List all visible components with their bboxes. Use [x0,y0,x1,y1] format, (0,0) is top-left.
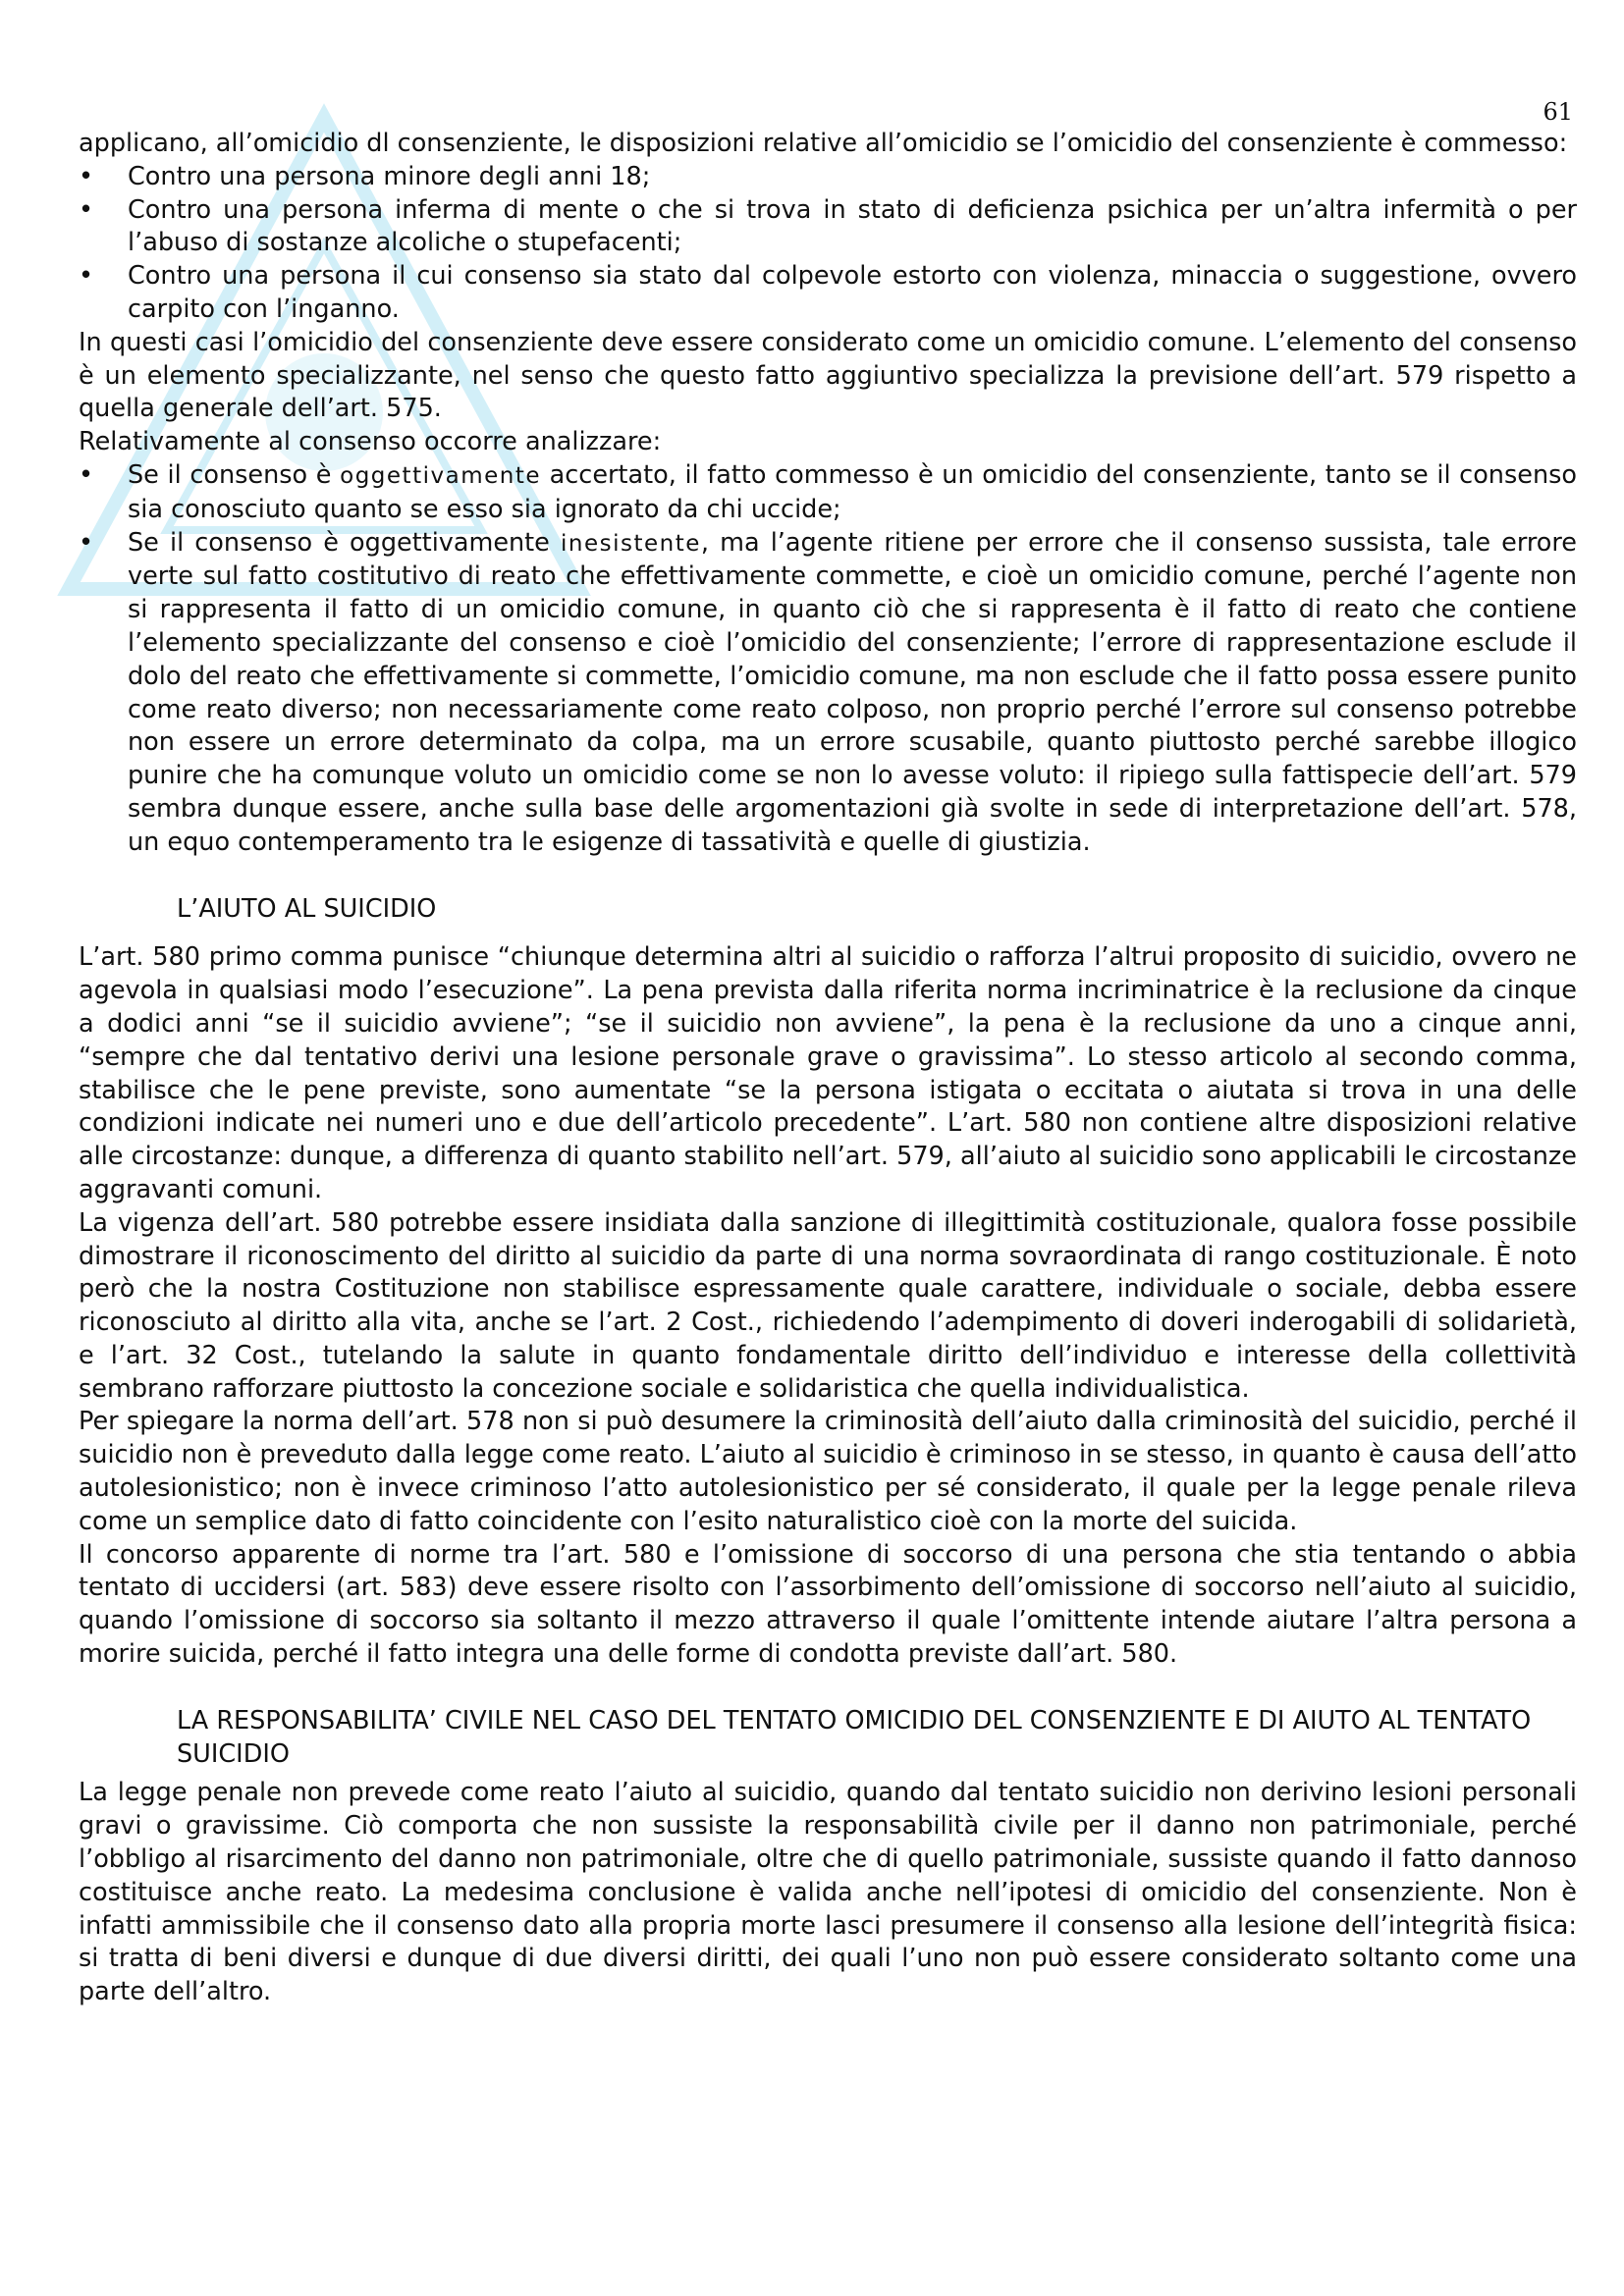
body-paragraph: Relativamente al consenso occorre analizzare: [79,427,662,457]
body-paragraph: L’art. 580 primo comma punisce “chiunque determina altri al suicidio o rafforza l’altrui proposito di suicidio, ovvero ne agevola in qualsiasi modo l’esecuzione”. La pena prevista dalla riferita norma incriminatrice è la reclusione da cinque a dodici anni “se il suicidio avviene”; “se il suicidio non avviene”, la pena è la reclusione da uno a cinque anni, “sempre che dal tentativo derivi una lesione personale grave o gravissima”. Lo stesso articolo al secondo comma, stabilisce che le pene previste, sono aumentate “se la persona istigata o eccitata o aiutata si trova in una delle condizioni indicate nei numeri uno e due dell’articolo precedente”. L’art. 580 non contiene altre disposizioni relative alle circostanze: dunque, a differenza di quanto stabilito nell’art. 579, all’aiuto al suicidio sono applicabili le circostanze aggravanti comuni. [79,942,1577,1204]
list-item: • Contro una persona il cui consenso sia stato dal colpevole estorto con violenza, minaccia o suggestione, ovvero carpito con l’inganno. [79,260,1577,327]
text-span: accertato, il fatto commesso è un omicidio del consenziente, tanto se il consenso sia conosciuto quanto se esso sia ignorato da chi uccide; [128,459,1577,524]
body-paragraph: La vigenza dell’art. 580 potrebbe essere insidiata dalla sanzione di illegittimità costituzionale, qualora fosse possibile dimostrare il riconoscimento del diritto al suicidio da parte di una norma sovraordinata di rango costituzionale. È noto però che la nostra Costituzione non stabilisce espressamente quale carattere, individuale o sociale, debba essere riconosciuto al diritto alla vita, anche se l’art. 2 Cost., richiedendo l’adempimento di doveri inderogabili di solidarietà, e l’art. 32 Cost., tutelando la salute in quanto fondamentale diritto dell’individuo e interesse della collettività sembrano rafforzare piuttosto la concezione sociale e solidaristica che quella individualistica. [79,1207,1577,1404]
bullet-list-consenso-conditions [79,161,1577,327]
list-item [79,459,1577,527]
page-content [79,128,1577,2009]
list-item [79,527,1577,860]
body-paragraph: Per spiegare la norma dell’art. 578 non si può desumere la criminosità dell’aiuto dalla criminosità del suicidio, perché il suicidio non è preveduto dalla legge come reato. L’aiuto al suicidio è criminoso in se stesso, in quanto è causa dell’atto autolesionistico; non è invece criminoso l’atto autolesionistico per sé considerato, il quale per la legge penale rileva come un semplice dato di fatto coincidente con l’esito naturalistico cioè con la morte del suicida. [79,1407,1577,1536]
emphasis-text: oggettivamente [340,462,541,489]
page-number: 61 [1543,98,1573,126]
section-heading-aiuto-suicidio: L’AIUTO AL SUICIDIO [177,893,437,924]
intro-paragraph: applicano, all’omicidio dl consenziente, le disposizioni relative all’omicidio se l’omicidio del consenziente è commesso: [79,129,1568,158]
body-paragraph: La legge penale non prevede come reato l’aiuto al suicidio, quando dal tentato suicidio non derivino lesioni personali gravi o gravissime. Ciò comporta che non sussiste la responsabilità civile per il danno non patrimoniale, perché l’obbligo al risarcimento del danno non patrimoniale, oltre che di quello patrimoniale, sussiste quando il fatto dannoso costituisce anche reato. La medesima conclusione è valida anche nell’ipotesi di omicidio del consenziente. Non è infatti ammissibile che il consenso dato alla propria morte lasci presumere il consenso alla lesione dell’integrità fisica: si tratta di beni diversi e dunque di due diversi diritti, dei quali l’uno non può essere considerato soltanto come una parte dell’altro. [79,1778,1577,2007]
section-heading-responsabilita-civile: LA RESPONSABILITA’ CIVILE NEL CASO DEL TENTATO OMICIDIO DEL CONSENZIENTE E DI AIUTO AL TENTATO SUICIDIO [177,1705,1532,1769]
text-span: , ma l’agente ritiene per errore che il consenso sussista, tale errore verte sul fatto costitutivo di reato che effettivamente commette, e cioè un omicidio comune, perché l’agente non si rappresenta il fatto di un omicidio comune, in quanto ciò che si rappresenta è il fatto di reato che contiene l’elemento specializzante del consenso e cioè l’omicidio del consenziente; l’errore di rappresentazione esclude il dolo del reato che effettivamente si commette, l’omicidio comune, ma non esclude che il fatto possa essere punito come reato diverso; non necessariamente come reato colposo, non proprio perché l’errore sul consenso potrebbe non essere un errore determinato da colpa, ma un errore scusabile, quanto piuttosto perché sarebbe illogico punire che ha comunque voluto un omicidio come se non lo avesse voluto: il ripiego sulla fattispecie dell’art. 579 sembra dunque essere, anche sulla base delle argomentazioni già svolte in sede di interpretazione dell’art. 578, un equo contemperamento tra le esigenze di tassatività e quelle di giustizia. [128,527,1577,857]
list-item: • Contro una persona minore degli anni 18; [79,161,1577,194]
body-paragraph: In questi casi l’omicidio del consenziente deve essere considerato come un omicidio comune. L’elemento del consenso è un elemento specializzante, nel senso che questo fatto aggiuntivo specializza la previsione dell’art. 579 rispetto a quella generale dell’art. 575. [79,327,1577,424]
bullet-list-consenso-analysis [79,459,1577,860]
text-span: Se il consenso è oggettivamente [128,527,561,558]
text-span: Se il consenso è [128,459,341,490]
list-item: • Contro una persona inferma di mente o che si trova in stato di deficienza psichica per un’altra infermità o per l’abuso di sostanze alcoliche o stupefacenti; [79,194,1577,261]
emphasis-text: inesistente [561,530,701,557]
body-paragraph: Il concorso apparente di norme tra l’art. 580 e l’omissione di soccorso di una persona che stia tentando o abbia tentato di uccidersi (art. 583) deve essere risolto con l’assorbimento dell’omissione di soccorso nell’aiuto al suicidio, quando l’omissione di soccorso sia soltanto il mezzo attraverso il quale l’omittente intende aiutare l’altra persona a morire suicida, perché il fatto integra una delle forme di condotta previste dall’art. 580. [79,1539,1577,1670]
